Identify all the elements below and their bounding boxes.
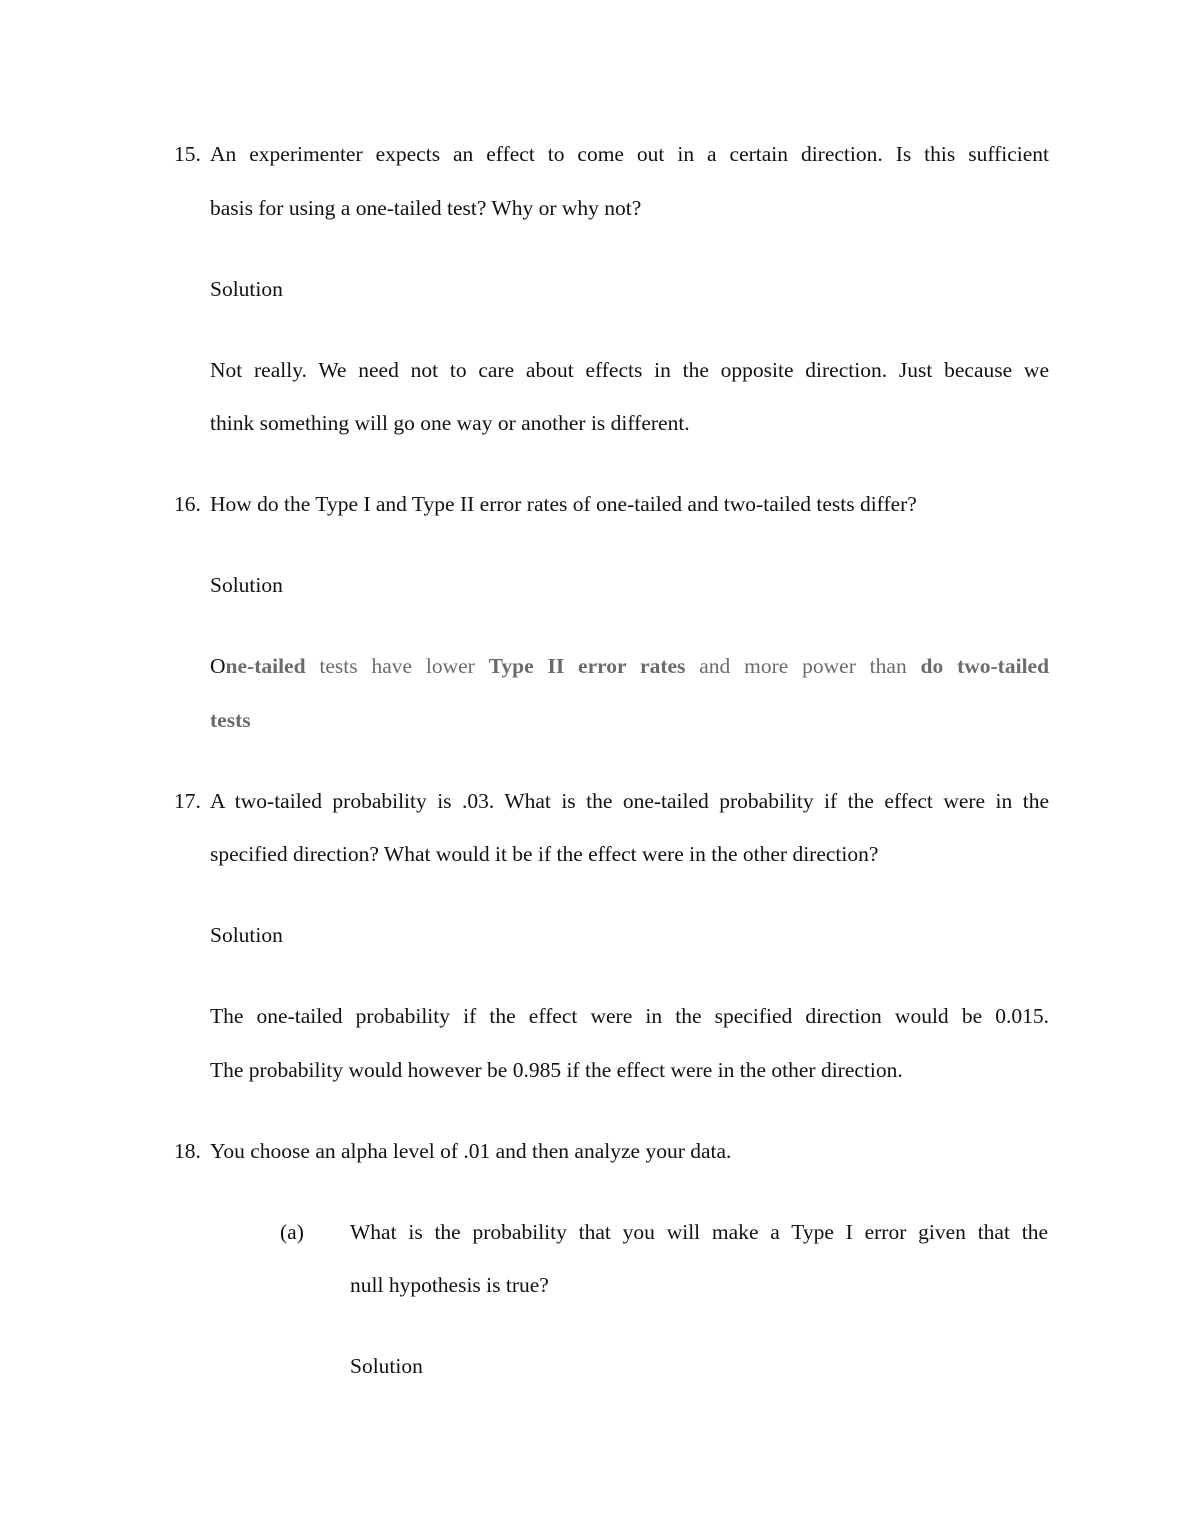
question-number: 16. (174, 492, 201, 516)
answer-text-line: The one-tailed probability if the effect were in the specified direction would be 0.015. (210, 1004, 1049, 1028)
solution-label: Solution (210, 277, 283, 301)
answer-text-line: think something will go one way or another is different. (210, 411, 690, 435)
answer-text-line (210, 652, 1049, 680)
subquestion-text-line: null hypothesis is true? (350, 1273, 549, 1297)
solution-label: Solution (210, 573, 283, 597)
answer-text-segment: ne-tailed (225, 654, 306, 678)
answer-text-line: tests (210, 708, 251, 732)
question-text-line: A two-tailed probability is .03. What is the one-tailed probability if the effect were in the (210, 789, 1049, 813)
question-text-line: An experimenter expects an effect to come out in a certain direction. Is this sufficient (210, 142, 1049, 166)
solution-label: Solution (210, 923, 283, 947)
question-text-line: You choose an alpha level of .01 and then analyze your data. (210, 1139, 732, 1163)
answer-text-segment: Type II error rates (488, 654, 686, 678)
answer-text-line: Not really. We need not to care about effects in the opposite direction. Just because we (210, 358, 1049, 382)
question-number: 17. (174, 789, 201, 813)
question-text-line: basis for using a one-tailed test? Why or why not? (210, 196, 642, 220)
answer-text-segment: tests have lower (319, 654, 475, 678)
answer-text-line: The probability would however be 0.985 if the effect were in the other direction. (210, 1058, 903, 1082)
question-number: 15. (174, 142, 201, 166)
answer-text-segment: O (210, 654, 226, 678)
question-text-line: specified direction? What would it be if the effect were in the other direction? (210, 842, 879, 866)
solution-label: Solution (350, 1354, 423, 1378)
question-number: 18. (174, 1139, 201, 1163)
subquestion-label: (a) (280, 1220, 304, 1244)
answer-text-segment: and more power than (699, 654, 907, 678)
answer-text-segment: do two-tailed (920, 654, 1050, 678)
question-text-line: How do the Type I and Type II error rates of one-tailed and two-tailed tests differ? (210, 492, 917, 516)
subquestion-text-line: What is the probability that you will make a Type I error given that the (350, 1220, 1048, 1244)
